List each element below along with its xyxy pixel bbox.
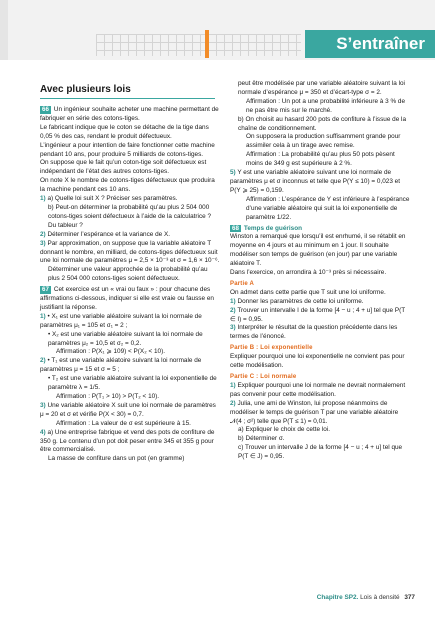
question-number: 2): [40, 230, 46, 238]
question-number: 3): [40, 239, 46, 247]
question-text: a) Quelle loi suit X ? Préciser ses paramètres.: [47, 195, 178, 203]
question-item: [40, 402, 220, 420]
exercise-number: 68: [232, 224, 239, 232]
question-number: 2): [230, 399, 236, 407]
text-paragraph: Déterminer une valeur approchée de la probabilité qu’au plus 2 504 000 cotons-tiges soient défectueux.: [48, 266, 208, 283]
text-paragraph: L’ingénieur a pour intention de faire fonctionner cette machine pendant 10 ans, pour produire 5 milliards de cotons-tiges.: [40, 141, 215, 158]
question-text: Par approximation, on suppose que la variable aléatoire T donnant le nombre, en milliard, de cotons-tiges défectueux suit une loi normale de paramètres μ = 2,5 × 10⁻³ et σ = 1,6 × 10⁻⁶.: [40, 239, 220, 265]
text-paragraph: • X₂ est une variable aléatoire suivant la loi normale de paramètres μ₂ = 10,5 et σ₂ = 0,2.: [48, 330, 203, 347]
part-heading: Partie A: [230, 280, 255, 287]
affirmation: Affirmation : Un pot a une probabilité inférieure à 3 % de ne pas être mis sur le marché.: [246, 97, 406, 114]
question-number: 2): [40, 357, 46, 365]
exercise-66: [40, 106, 220, 124]
exercise-text: Un ingénieur souhaite acheter une machine permettant de fabriquer en série des cotons-tiges.: [40, 106, 219, 122]
question-number: 2): [230, 306, 236, 314]
page-title: S’entraîner: [305, 30, 435, 58]
question-number: 3): [230, 324, 236, 332]
text-paragraph: c) Trouver un intervalle J de la forme [4 − u ; 4 + u] tel que P(T ∈ J) = 0,95.: [238, 444, 403, 461]
question-text: Déterminer l’espérance et la variance de X.: [47, 230, 171, 238]
question-item: [40, 429, 220, 456]
question-item: [230, 400, 410, 427]
question-number: 3): [40, 401, 46, 409]
question-text: a) Une entreprise fabrique et vend des pots de confiture de 350 g. Le contenu d’un pot doit peser entre 345 et 355 g pour être commercialisé.: [40, 428, 215, 454]
text-paragraph: b) Peut-on déterminer la probabilité qu’au plus 2 504 000 cotons-tiges soient défectueux à l’aide de la calculatrice ? Du tableur ?: [48, 203, 212, 229]
header-accent-bar: [205, 30, 209, 58]
right-column: [230, 80, 410, 462]
question-item: [230, 307, 410, 325]
affirmation: Affirmation : P(X₁ ⩾ 109) < P(X₂ < 10).: [56, 348, 165, 356]
text-paragraph: Expliquer pourquoi une loi exponentielle ne convient pas pour cette modélisation.: [230, 353, 405, 370]
text-paragraph: La masse de confiture dans un pot (en gramme): [48, 455, 185, 463]
question-number: 5): [230, 169, 236, 177]
section-title-underline: [40, 98, 215, 99]
left-column: [40, 104, 220, 464]
text-paragraph: a) Expliquer le choix de cette loi.: [238, 426, 331, 434]
question-text: Interpréter le résultat de la question précédente dans les termes de l’énoncé.: [230, 324, 398, 341]
question-text: • X₁ est une variable aléatoire suivant la loi normale de paramètres μ₁ = 105 et σ₁ = 2 ;: [40, 312, 202, 329]
question-item: [230, 298, 410, 307]
question-item: [40, 231, 220, 240]
question-number: 1): [40, 312, 46, 320]
question-text: Expliquer pourquoi une loi normale ne devrait normalement pas convenir pour cette modélisation.: [230, 381, 406, 398]
part-heading: Partie C : Loi normale: [230, 374, 297, 380]
question-item: [230, 324, 410, 342]
question-text: • T₁ est une variable aléatoire suivant la loi normale de paramètres μ = 15 et σ = 5 ;: [40, 357, 202, 374]
footer-chapter: Chapitre SP2.: [316, 594, 359, 601]
text-paragraph: On supposera la production suffisamment grande pour assimiler cela à un tirage avec remise.: [246, 133, 401, 150]
question-text: Y est une variable aléatoire suivant une loi normale de paramètres μ et σ inconnus et telle que P(Y ≤ 10) = 0,023 et P(Y ⩾ 25) = 0,159.: [230, 169, 400, 194]
text-paragraph: On admet dans cette partie que T suit une loi uniforme.: [230, 288, 386, 296]
exercise-title: Temps de guérison: [243, 224, 303, 232]
exercise-number: 67: [42, 286, 49, 294]
question-number: 1): [230, 381, 236, 389]
header-grid-decoration: [96, 34, 301, 56]
question-text: Julia, une ami de Winston, lui propose néanmoins de modéliser le temps de guérison T par une variable aléatoire 𝒩(4 ; σ²) telle que P(T ≤ 1) = 0,01.: [230, 399, 399, 425]
question-text: Trouver un intervalle I de la forme [4 − u ; 4 + u] tel que P(T ∈ I) = 0,95.: [230, 306, 406, 323]
exercise-number: 66: [42, 106, 49, 113]
text-paragraph: Winston a remarqué que lorsqu’il est enrhumé, il se rétablit en moyenne en 4 jours et au minimum en 1 jour. Il souhaite modéliser son temps de guérison (en jour) par une variable aléatoire T.: [230, 233, 406, 268]
question-text: Une variable aléatoire X suit une loi normale de paramètres μ = 20 et σ et vérifie P(X < 30) = 0,7.: [40, 401, 216, 418]
question-number: 1): [40, 195, 46, 203]
text-paragraph: • T₂ est une variable aléatoire suivant la loi exponentielle de paramètre λ = 1/5.: [48, 375, 217, 392]
section-title: Avec plusieurs lois: [40, 84, 131, 95]
part-heading: Partie B : Loi exponentielle: [230, 345, 313, 352]
page-footer: [317, 594, 415, 601]
question-item: [40, 240, 220, 267]
footer-page-number: 377: [404, 594, 415, 601]
question-item: [40, 357, 220, 375]
affirmation: Affirmation : P(T₁ > 10) > P(T₂ < 10).: [56, 393, 160, 400]
text-paragraph: Dans l’exercice, on arrondira à 10⁻³ près si nécessaire.: [230, 269, 387, 277]
question-number: 1): [230, 297, 236, 305]
question-text: Donner les paramètres de cette loi uniforme.: [237, 297, 364, 305]
header-edge-decoration: [0, 0, 8, 60]
text-paragraph: peut être modélisée par une variable aléatoire suivant la loi normale d’espérance μ = 350 et d’écart-type σ = 2.: [238, 80, 405, 96]
question-item: [40, 195, 220, 204]
footer-subtitle: Lois à densité: [360, 594, 400, 601]
question-item: [40, 313, 220, 331]
question-item: [230, 382, 410, 400]
text-paragraph: Le fabricant indique que le coton se détache de la tige dans 0,05 % des cas, rendant le produit défectueux.: [40, 123, 209, 140]
affirmation: Affirmation : L’espérance de Y est inférieure à l’espérance d’une variable aléatoire qui suit la loi exponentielle de paramètre 1/22.: [246, 195, 410, 221]
question-number: 4): [40, 428, 46, 436]
exercise-67: [40, 286, 220, 313]
text-paragraph: b) On choisit au hasard 200 pots de confiture à l’issue de la chaîne de conditionnement.: [238, 115, 407, 132]
exercise-text: Cet exercice est un « vrai ou faux » : pour chacune des affirmations ci-dessous, indiquer si elle est vraie ou fausse en justifiant la réponse.: [40, 286, 214, 311]
text-paragraph: On note X le nombre de cotons-tiges défectueux que produira la machine pendant ces 10 ans.: [40, 177, 215, 194]
exercise-68: [230, 225, 410, 234]
text-paragraph: On suppose que le fait qu’un coton-tige soit défectueux est indépendant de l’état des autres cotons-tiges.: [40, 159, 207, 176]
text-paragraph: b) Déterminer σ.: [238, 435, 285, 443]
affirmation: Affirmation : La probabilité qu’au plus 50 pots pèsent moins de 349 g est supérieure à 2 %.: [246, 151, 395, 168]
question-item: [230, 169, 410, 196]
affirmation: Affirmation : La valeur de σ est supérieure à 15.: [56, 419, 191, 427]
